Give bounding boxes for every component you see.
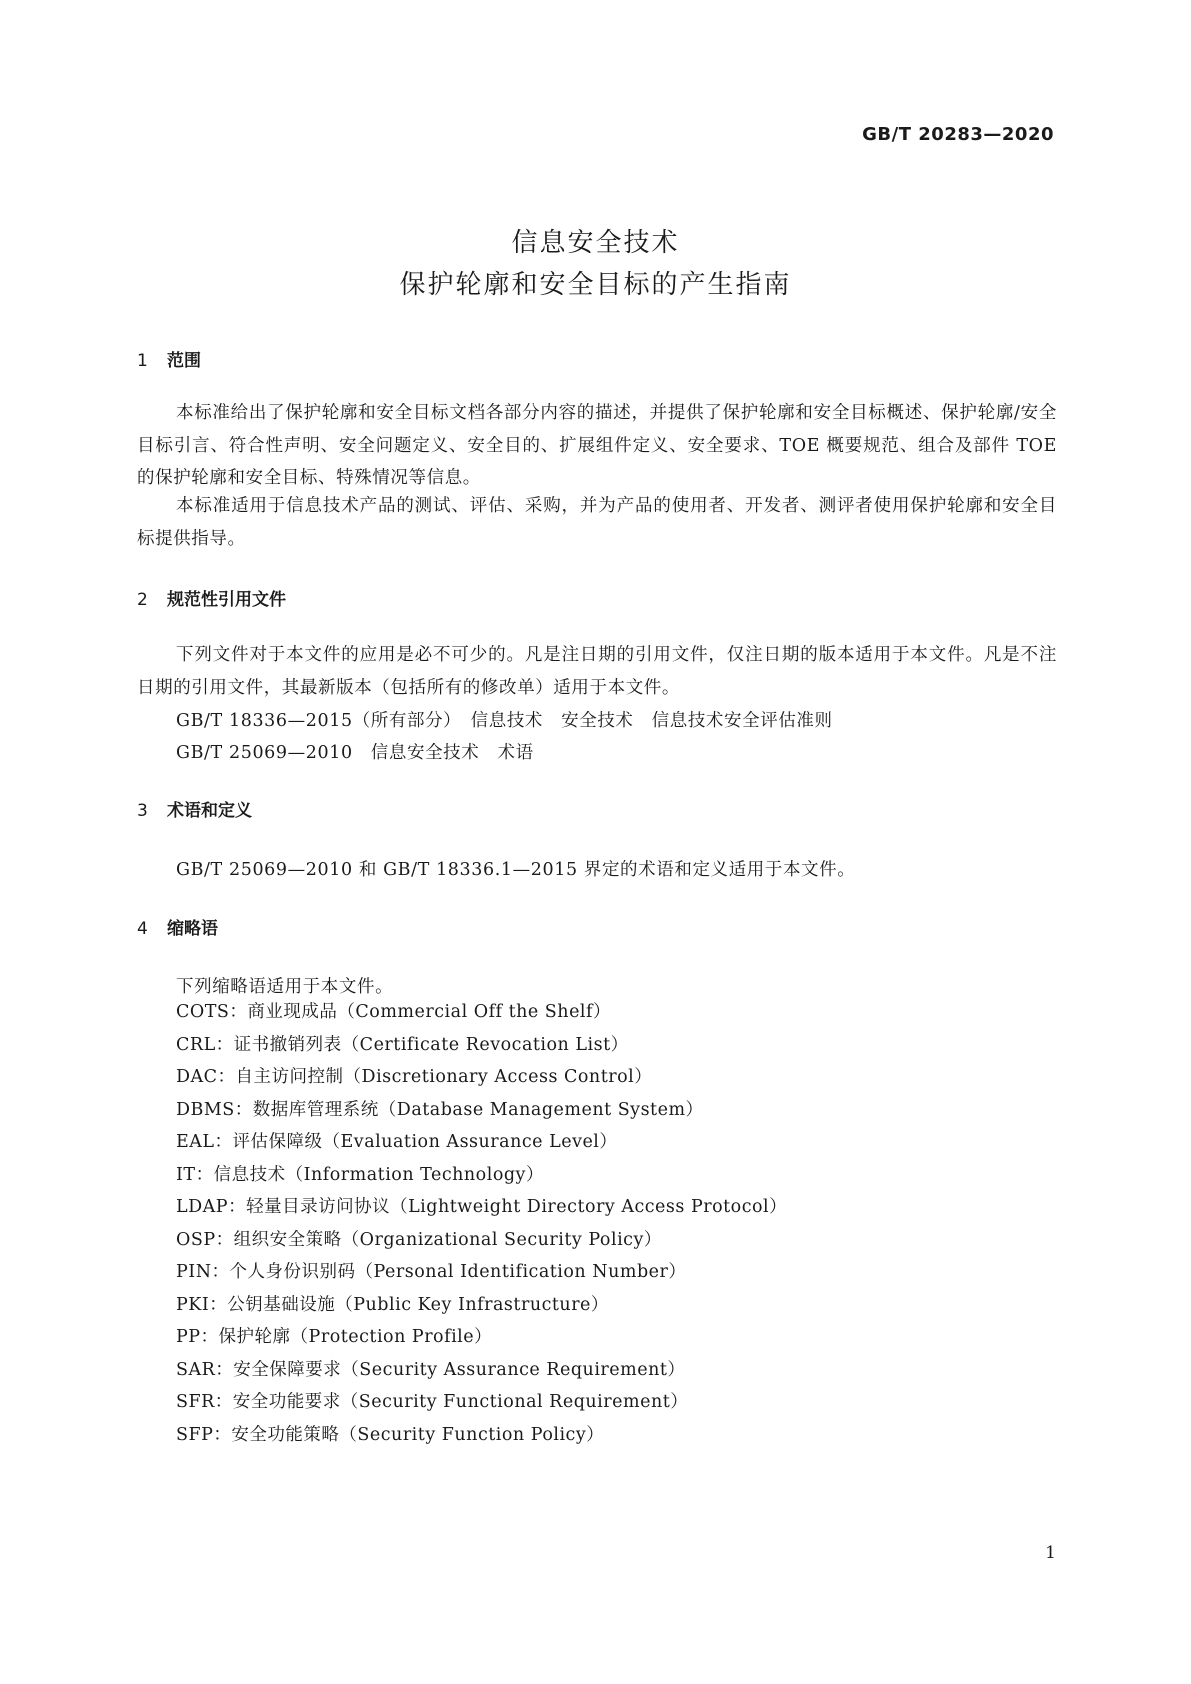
- section-number: 1: [137, 351, 148, 371]
- section-title: 缩略语: [167, 919, 218, 939]
- abbreviation-list: [176, 996, 787, 1451]
- list-item: SAR：安全保障要求（Security Assurance Requirement）: [176, 1359, 686, 1380]
- normative-reference-1: GB/T 18336—2015（所有部分） 信息技术 安全技术 信息技术安全评估准则: [176, 711, 833, 731]
- list-item: OSP：组织安全策略（Organizational Security Policy）: [176, 1229, 662, 1250]
- document-title: [0, 222, 1191, 306]
- section-1-paragraph-1: 本标准给出了保护轮廓和安全目标文档各部分内容的描述，并提供了保护轮廓和安全目标概述、保护轮廓/安全目标引言、符合性声明、安全问题定义、安全目的、扩展组件定义、安全要求、TOE 概要规范、组合及部件 TOE 的保护轮廓和安全目标、特殊情况等信息。: [137, 403, 1057, 488]
- list-item: PP：保护轮廓（Protection Profile）: [176, 1327, 493, 1347]
- section-2-paragraph-1: 下列文件对于本文件的应用是必不可少的。凡是注日期的引用文件，仅注日期的版本适用于本文件。凡是不注日期的引用文件，其最新版本（包括所有的修改单）适用于本文件。: [137, 645, 1057, 698]
- abbreviations-intro: 下列缩略语适用于本文件。: [176, 977, 394, 997]
- section-number: 4: [137, 919, 148, 939]
- normative-reference-2: GB/T 25069—2010 信息安全技术 术语: [176, 743, 534, 763]
- section-1-paragraph-2: 本标准适用于信息技术产品的测试、评估、采购，并为产品的使用者、开发者、测评者使用保护轮廓和安全目标提供指导。: [137, 496, 1057, 549]
- list-item: IT：信息技术（Information Technology）: [176, 1164, 544, 1185]
- title-line-2: 保护轮廓和安全目标的产生指南: [399, 270, 792, 300]
- section-3-heading: [137, 796, 252, 821]
- list-item: SFR：安全功能要求（Security Functional Requirement）: [176, 1392, 689, 1412]
- section-4-heading: [137, 914, 218, 939]
- list-item: COTS：商业现成品（Commercial Off the Shelf）: [176, 1002, 612, 1022]
- list-item: PIN：个人身份识别码（Personal Identification Number）: [176, 1262, 687, 1282]
- page-number: 1: [1045, 1543, 1056, 1563]
- section-number: 2: [137, 590, 148, 610]
- list-item: DBMS：数据库管理系统（Database Management System）: [176, 1099, 704, 1120]
- section-number: 3: [137, 801, 148, 821]
- section-1-heading: [137, 346, 201, 371]
- list-item: DAC：自主访问控制（Discretionary Access Control）: [176, 1067, 653, 1087]
- title-line-1: 信息安全技术: [511, 228, 680, 258]
- list-item: PKI：公钥基础设施（Public Key Infrastructure）: [176, 1294, 609, 1315]
- section-2-heading: [137, 585, 286, 610]
- list-item: EAL：评估保障级（Evaluation Assurance Level）: [176, 1132, 618, 1152]
- list-item: LDAP：轻量目录访问协议（Lightweight Directory Access Protocol）: [176, 1197, 788, 1217]
- section-title: 范围: [167, 351, 201, 371]
- list-item: CRL：证书撤销列表（Certificate Revocation List）: [176, 1034, 629, 1055]
- section-title: 术语和定义: [167, 801, 252, 821]
- section-3-paragraph-1: GB/T 25069—2010 和 GB/T 18336.1—2015 界定的术语和定义适用于本文件。: [176, 860, 856, 880]
- standard-number: GB/T 20283—2020: [862, 124, 1054, 145]
- list-item: SFP：安全功能策略（Security Function Policy）: [176, 1424, 605, 1445]
- section-title: 规范性引用文件: [167, 590, 286, 610]
